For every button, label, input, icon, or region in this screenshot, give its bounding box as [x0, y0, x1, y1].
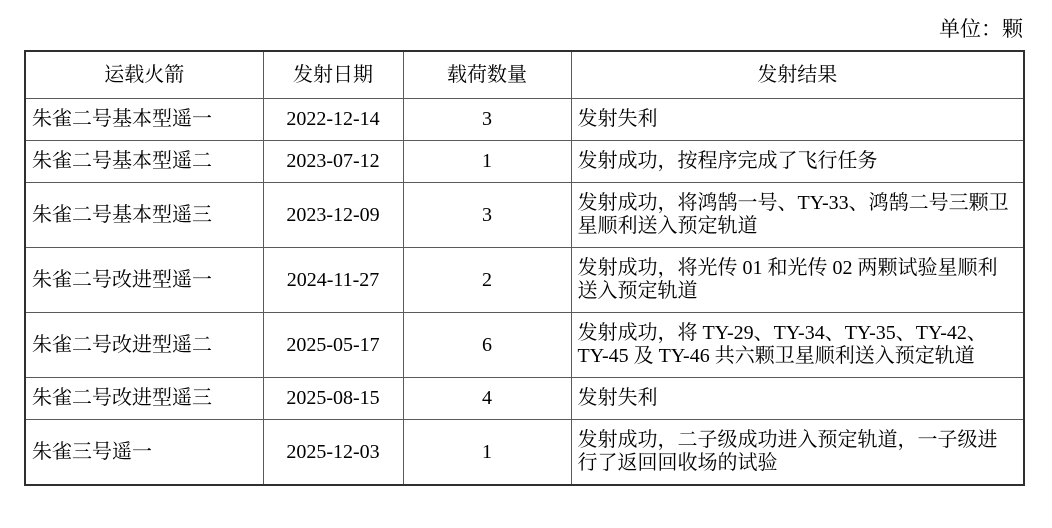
table-row [25, 420, 1024, 486]
cell-payload: 1 [403, 420, 571, 486]
cell-rocket: 朱雀三号遥一 [25, 420, 263, 486]
cell-result: 发射成功，将鸿鹄一号、TY-33、鸿鹄二号三颗卫星顺利送入预定轨道 [571, 183, 1024, 248]
header-result: 发射结果 [571, 51, 1024, 99]
cell-result: 发射失利 [571, 378, 1024, 420]
table-header-row [25, 51, 1024, 99]
cell-rocket: 朱雀二号改进型遥一 [25, 248, 263, 313]
cell-payload: 2 [403, 248, 571, 313]
table-row [25, 183, 1024, 248]
table-row [25, 313, 1024, 378]
cell-date: 2023-12-09 [263, 183, 403, 248]
cell-date: 2025-08-15 [263, 378, 403, 420]
cell-result: 发射成功，按程序完成了飞行任务 [571, 141, 1024, 183]
cell-date: 2025-12-03 [263, 420, 403, 486]
cell-payload: 3 [403, 99, 571, 141]
cell-payload: 3 [403, 183, 571, 248]
cell-result: 发射成功，二子级成功进入预定轨道，一子级进行了返回回收场的试验 [571, 420, 1024, 486]
header-payload: 载荷数量 [403, 51, 571, 99]
unit-label: 单位：颗 [939, 17, 1023, 41]
table-row [25, 378, 1024, 420]
cell-rocket: 朱雀二号基本型遥二 [25, 141, 263, 183]
cell-rocket: 朱雀二号基本型遥一 [25, 99, 263, 141]
cell-date: 2022-12-14 [263, 99, 403, 141]
cell-rocket: 朱雀二号改进型遥二 [25, 313, 263, 378]
cell-result: 发射成功，将光传 01 和光传 02 两颗试验星顺利送入预定轨道 [571, 248, 1024, 313]
cell-payload: 4 [403, 378, 571, 420]
cell-rocket: 朱雀二号改进型遥三 [25, 378, 263, 420]
header-rocket: 运载火箭 [25, 51, 263, 99]
cell-result: 发射成功，将 TY-29、TY-34、TY-35、TY-42、TY-45 及 TY-46 共六颗卫星顺利送入预定轨道 [571, 313, 1024, 378]
cell-result: 发射失利 [571, 99, 1024, 141]
header-date: 发射日期 [263, 51, 403, 99]
cell-date: 2025-05-17 [263, 313, 403, 378]
cell-rocket: 朱雀二号基本型遥三 [25, 183, 263, 248]
cell-date: 2023-07-12 [263, 141, 403, 183]
table-row [25, 248, 1024, 313]
cell-date: 2024-11-27 [263, 248, 403, 313]
cell-payload: 6 [403, 313, 571, 378]
table-body [25, 99, 1024, 486]
table-row [25, 141, 1024, 183]
table-row [25, 99, 1024, 141]
cell-payload: 1 [403, 141, 571, 183]
launch-results-table [24, 50, 1025, 486]
